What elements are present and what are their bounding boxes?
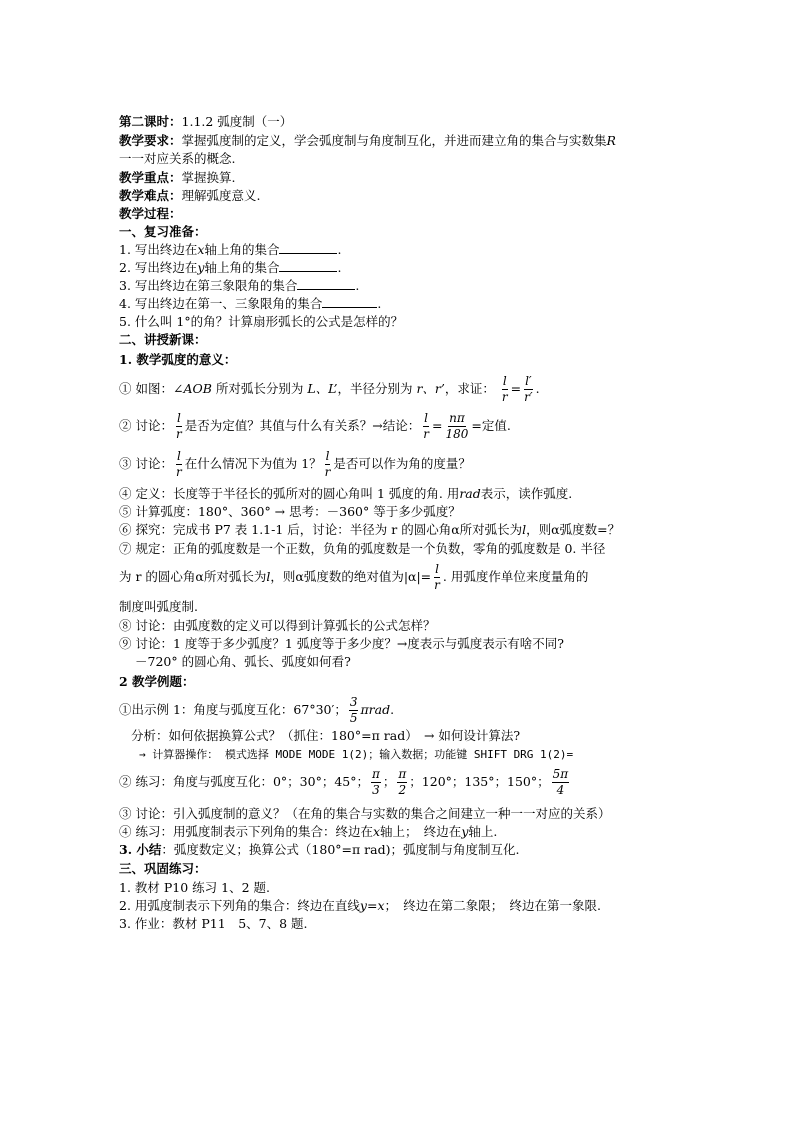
e1-text-c: . <box>390 702 395 717</box>
frac-num: l <box>502 374 507 388</box>
p2-text-a: 2. 用弧度制表示下列角的集合：终边在直线 <box>119 898 360 913</box>
fraction-l-over-r <box>175 412 183 441</box>
summary-line <box>119 841 519 859</box>
item-10: －720° 的圆心角、弧长、弧度如何看? <box>135 654 351 669</box>
frac-num: l <box>424 411 429 425</box>
teach-heading <box>119 331 207 349</box>
q3-period: . <box>355 278 360 293</box>
e4-x: x <box>372 824 381 839</box>
item-3 <box>119 447 471 481</box>
frac-den: 5 <box>349 711 358 725</box>
item-1: ① 如图：∠AOB 所对弧长分别为 L、L’，半径分别为 r、r’，求证： $\frac{l}{r}$ = $\frac{l'}{r'}$ . <box>119 374 540 404</box>
item4-text-b: 表示，读作弧度. <box>480 486 573 501</box>
answer-blank <box>297 277 355 290</box>
q2-text-b: 轴上角的集合 <box>204 260 280 275</box>
q4-period: . <box>377 296 382 311</box>
set-r: R <box>606 133 616 148</box>
review-q3 <box>119 277 359 295</box>
p2-equation: y=x <box>359 898 385 913</box>
review-q4 <box>119 295 381 313</box>
frac-num: l <box>176 449 181 463</box>
item-7-line-3: 制度叫弧度制. <box>119 599 198 614</box>
item-6 <box>119 521 620 539</box>
example-1 <box>119 693 394 727</box>
item-7-line-2 <box>119 560 588 594</box>
fraction-5pi-over-4 <box>552 768 570 797</box>
requirement-line-1 <box>119 132 616 150</box>
q1-text-b: 轴上角的集合 <box>204 242 280 257</box>
item2-text-c: =定值. <box>471 418 511 433</box>
practice-heading-text: 三、巩固练习： <box>119 861 207 876</box>
example-1-analysis: 分析：如何依据换算公式？（抓住：180°=π rad） → 如何设计算法? <box>131 728 521 743</box>
practice-1: 1. 教材 P10 练习 1、2 题. <box>119 880 270 895</box>
review-q1 <box>119 241 341 259</box>
item7-text-c: ，则α弧度数的绝对值为|α|= <box>270 569 432 584</box>
angle-aob: AOB <box>183 381 212 396</box>
frac-den: r <box>423 427 429 441</box>
item-5: ⑤ 计算弧度：180°、360° → 思考：－360° 等于多少弧度？ <box>119 504 461 519</box>
practice-2 <box>119 897 601 915</box>
practice-heading <box>119 860 207 878</box>
key-point-label: 教学重点： <box>119 170 182 185</box>
arc-lengths: L、L’ <box>307 381 338 396</box>
item7-text-d: . 用弧度作单位来度量角的 <box>442 569 589 584</box>
frac-num: l′ <box>525 374 532 388</box>
frac-num: nπ <box>449 411 465 425</box>
frac-den: 4 <box>556 783 565 797</box>
practice-3: 3. 作业：教材 P11 5、7、8 题. <box>119 916 308 931</box>
requirement-text: 掌握弧度制的定义，学会弧度制与角度制互化，并进而建立角的集合与实数集 <box>181 133 607 148</box>
item3-text-a: ③ 讨论： <box>119 456 173 471</box>
key-point-text: 掌握换算. <box>181 170 236 185</box>
item3-text-b: 在什么情况下为值为 1？ <box>184 456 322 471</box>
e4-text-c: 轴上. <box>468 824 498 839</box>
lesson-line <box>119 113 292 131</box>
frac-num: 5π <box>552 767 569 781</box>
item1-text-c: ，半径分别为 <box>337 381 417 396</box>
pi-rad: πrad <box>360 702 391 717</box>
exercise-2 <box>119 765 571 799</box>
item-9: ⑨ 讨论：1 度等于多少弧度？1 弧度等于多少度？→度表示与弧度表示有啥不同? <box>119 636 565 651</box>
frac-num: l <box>325 449 330 463</box>
item-7-line-1: ⑦ 规定：正角的弧度数是一个正数，负角的弧度数是一个负数，零角的弧度数是 0. 半径 <box>119 541 606 556</box>
frac-den: r <box>175 465 182 479</box>
difficulty-label: 教学难点： <box>119 188 182 203</box>
item6-l: l <box>522 522 527 537</box>
teach-sub1-text: 1. 教学弧度的意义： <box>119 352 237 367</box>
examples-heading <box>119 673 195 691</box>
frac-num: 3 <box>349 695 358 709</box>
frac-den: r′ <box>524 390 533 404</box>
frac-num: l <box>176 411 181 425</box>
lesson-label: 第二课时： <box>119 114 182 129</box>
q2-text-a: 2. 写出终边在 <box>119 260 198 275</box>
frac-num: π <box>372 767 380 781</box>
item6-text-a: ⑥ 探究：完成书 P7 表 1.1-1 后，讨论：半径为 r 的圆心角α所对弧长为 <box>119 522 523 537</box>
item2-text-b: 是否为定值？其值与什么有关系？→结论： <box>184 418 421 433</box>
radii: r、r’ <box>416 381 445 396</box>
item-8: ⑧ 讨论：由弧度数的定义可以得到计算弧长的公式怎样？ <box>119 618 436 633</box>
fraction-l-over-r <box>175 450 183 479</box>
item7-text-b: 为 r 的圆心角α所对弧长为 <box>119 569 267 584</box>
e4-text-b: 轴上； 终边在 <box>380 824 462 839</box>
q2-period: . <box>337 260 342 275</box>
process-heading <box>119 205 182 223</box>
review-heading <box>119 223 207 241</box>
e2-sep: ； <box>382 774 396 789</box>
review-q5: 5. 什么叫 1°的角？计算扇形弧长的公式是怎样的？ <box>119 314 404 329</box>
e4-text-a: ④ 练习：用弧度制表示下列角的集合：终边在 <box>119 824 373 839</box>
answer-blank <box>322 295 377 308</box>
fraction-3-over-5 <box>349 696 359 725</box>
teach-sub1 <box>119 351 236 369</box>
difficulty-line <box>119 187 261 205</box>
q1-period: . <box>337 242 342 257</box>
frac-num: l <box>435 562 439 576</box>
fraction-l-over-r <box>422 412 430 441</box>
item7-l: l <box>266 569 271 584</box>
requirement-label: 教学要求： <box>119 133 182 148</box>
frac-den: 2 <box>398 783 407 797</box>
e1-text-a: ①出示例 1：角度与弧度互化：67°30′； <box>119 702 347 717</box>
answer-blank <box>279 259 337 272</box>
fraction-pi-over-3 <box>371 768 381 797</box>
examples-heading-text: 2 教学例题： <box>119 674 195 689</box>
summary-text: ：弧度数定义；换算公式（180°=π rad)；弧度制与角度制互化. <box>161 842 520 857</box>
frac-den: r <box>501 390 508 404</box>
e2-text-b: ；120°；135°；150°； <box>409 774 550 789</box>
item3-text-c: 是否可以作为角的度量？ <box>333 456 471 471</box>
item6-text-b: ，则α弧度数=？ <box>526 522 621 537</box>
frac-den: 180 <box>445 427 469 441</box>
frac-den: r <box>175 427 182 441</box>
frac-den: 3 <box>372 783 380 797</box>
item1-text-d: ，求证： <box>444 381 495 396</box>
fraction-l-over-r <box>324 450 332 479</box>
item-4 <box>119 485 572 503</box>
exercise-4 <box>119 823 497 841</box>
frac-den: r <box>324 465 331 479</box>
item4-text-a: ④ 定义：长度等于半径长的弧所对的圆心角叫 1 弧度的角. 用 <box>119 486 460 501</box>
q1-text-a: 1. 写出终边在 <box>119 242 198 257</box>
q1-var: x <box>197 242 205 257</box>
requirement-line-2: 一一对应关系的概念. <box>119 151 236 166</box>
item1-text-a: ① 如图：∠ <box>119 381 184 396</box>
answer-blank <box>279 241 337 254</box>
fraction-l-over-r <box>433 563 441 592</box>
q2-var: y <box>197 260 205 275</box>
difficulty-text: 理解弧度意义. <box>181 188 261 203</box>
discussion-3: ③ 讨论：引入弧度制的意义？（在角的集合与实数的集合之间建立一种一一对应的关系） <box>119 806 611 821</box>
e4-y: y <box>461 824 469 839</box>
e2-text-a: ② 练习：角度与弧度互化：0°；30°；45°； <box>119 774 369 789</box>
fraction-pi-over-2 <box>397 768 407 797</box>
summary-label: 3. 小结 <box>119 842 162 857</box>
rad-unit: rad <box>459 486 481 501</box>
review-q2 <box>119 259 341 277</box>
item2-text-a: ② 讨论： <box>119 418 173 433</box>
example-1-calculator: → 计算器操作： 模式选择 MODE MODE 1(2)；输入数据；功能键 SHIFT DRG 1(2)= <box>139 748 574 761</box>
fraction-npi-over-180 <box>444 412 469 441</box>
q4-text: 4. 写出终边在第一、三象限角的集合 <box>119 296 323 311</box>
fraction-lp-over-rp <box>523 375 533 404</box>
item1-text-b: 所对弧长分别为 <box>211 381 308 396</box>
frac-num: π <box>398 767 407 781</box>
review-heading-text: 一、复习准备： <box>119 224 207 239</box>
p2-text-b: ； 终边在第二象限； 终边在第一象限. <box>384 898 601 913</box>
q3-text: 3. 写出终边在第三象限角的集合 <box>119 278 298 293</box>
item-2: ② 讨论： $\frac{l}{r}$ 是否为定值？其值与什么有关系？→结论： $\frac{l}{r}$ = $\frac{n\pi}{180}$ =定值. <box>119 411 511 441</box>
frac-den: r <box>434 578 440 592</box>
lesson-title: 1.1.2 弧度制（一） <box>181 114 293 129</box>
teach-heading-text: 二、讲授新课： <box>119 332 207 347</box>
fraction-l-over-r <box>501 375 509 404</box>
process-label: 教学过程： <box>119 206 182 221</box>
key-point-line <box>119 169 236 187</box>
